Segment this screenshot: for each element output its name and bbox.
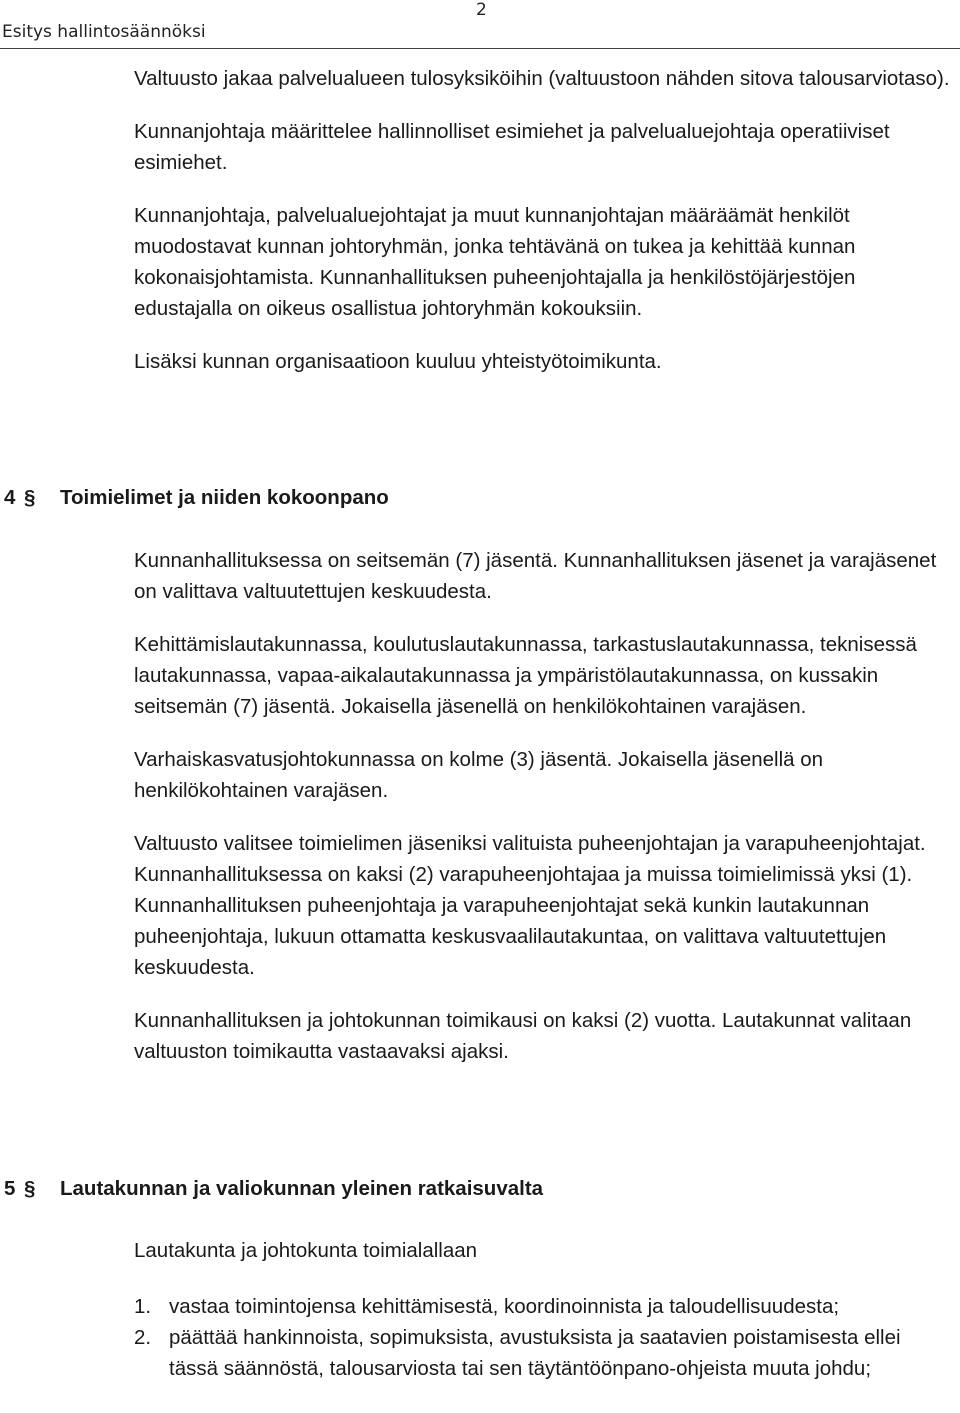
section-title: Lautakunnan ja valiokunnan yleinen ratkaisuvalta bbox=[60, 1177, 544, 1200]
list-item-text: päättää hankinnoista, sopimuksista, avustuksista ja saatavien poistamisesta ellei tässä säännöstä, talousarviosta tai sen täytäntöönpano-ohjeista muuta johdu; bbox=[169, 1326, 901, 1380]
section-heading-5 bbox=[4, 1173, 543, 1204]
list-item-number: 1. bbox=[134, 1295, 152, 1318]
paragraph: Valtuusto valitsee toimielimen jäseniksi valituista puheenjohtajan ja varapuheenjohtajat. Kunnanhallituksessa on kaksi (2) varapuheenjohtajaa ja muissa toimielimissä yksi (1). Kunnanhallituksen puheenjohtaja ja varapuheenjohtajat sekä kunkin lautakunnan puheenjohtaja, lukuun ottamatta keskusvaalilautakuntaa, on valittava valtuutettujen keskuudesta. bbox=[134, 832, 926, 979]
section-heading-4 bbox=[4, 482, 389, 513]
list-item bbox=[134, 1322, 954, 1384]
paragraph: Varhaiskasvatusjohtokunnassa on kolme (3) jäsentä. Jokaisella jäsenellä on henkilökohtainen varajäsen. bbox=[134, 748, 824, 802]
paragraph: Valtuusto jakaa palvelualueen tulosyksiköihin (valtuustoon nähden sitova talousarviotaso). bbox=[134, 67, 950, 90]
paragraph: Kunnanjohtaja, palvelualuejohtajat ja muut kunnanjohtajan määräämät henkilöt muodostavat kunnan johtoryhmän, jonka tehtävänä on tukea ja kehittää kunnan kokonaisjohtamista. Kunnanhallituksen puheenjohtajalla ja henkilöstöjärjestöjen edustajalla on oikeus osallistua johtoryhmän kokouksiin. bbox=[134, 204, 856, 320]
section-title: Toimielimet ja niiden kokoonpano bbox=[60, 486, 389, 509]
header-divider bbox=[0, 48, 960, 49]
section-4-body bbox=[134, 545, 954, 1089]
document-header-title: Esitys hallintosäännöksi bbox=[2, 22, 206, 42]
list-item-text: vastaa toimintojensa kehittämisestä, koordinoinnista ja taloudellisuudesta; bbox=[169, 1295, 840, 1318]
paragraph: Kunnanhallituksen ja johtokunnan toimikausi on kaksi (2) vuotta. Lautakunnat valitaan valtuuston toimikautta vastaavaksi ajaksi. bbox=[134, 1009, 912, 1063]
list-item-number: 2. bbox=[134, 1326, 152, 1349]
section-number: 5 bbox=[4, 1177, 16, 1200]
paragraph: Kunnanhallituksessa on seitsemän (7) jäsentä. Kunnanhallituksen jäsenet ja varajäsenet on valittava valtuutettujen keskuudesta. bbox=[134, 549, 937, 603]
list-item bbox=[134, 1291, 954, 1322]
decision-list bbox=[134, 1291, 954, 1384]
section-5-body bbox=[134, 1235, 954, 1384]
paragraph: Kehittämislautakunnassa, koulutuslautakunnassa, tarkastuslautakunnassa, teknisessä lautakunnassa, vapaa-aikalautakunnassa ja ympäristölautakunnassa, on kussakin seitsemän (7) jäsentä. Jokaisella jäsenellä on henkilökohtainen varajäsen. bbox=[134, 633, 917, 718]
page-number: 2 bbox=[476, 0, 487, 20]
intro-block bbox=[134, 63, 954, 399]
section-number: 4 bbox=[4, 486, 16, 509]
paragraph: Lisäksi kunnan organisaatioon kuuluu yhteistyötoimikunta. bbox=[134, 350, 662, 373]
paragraph: Lautakunta ja johtokunta toimialallaan bbox=[134, 1239, 478, 1262]
section-symbol: § bbox=[24, 486, 36, 509]
section-symbol: § bbox=[24, 1177, 36, 1200]
paragraph: Kunnanjohtaja määrittelee hallinnolliset esimiehet ja palvelualuejohtaja operatiiviset esimiehet. bbox=[134, 120, 890, 174]
